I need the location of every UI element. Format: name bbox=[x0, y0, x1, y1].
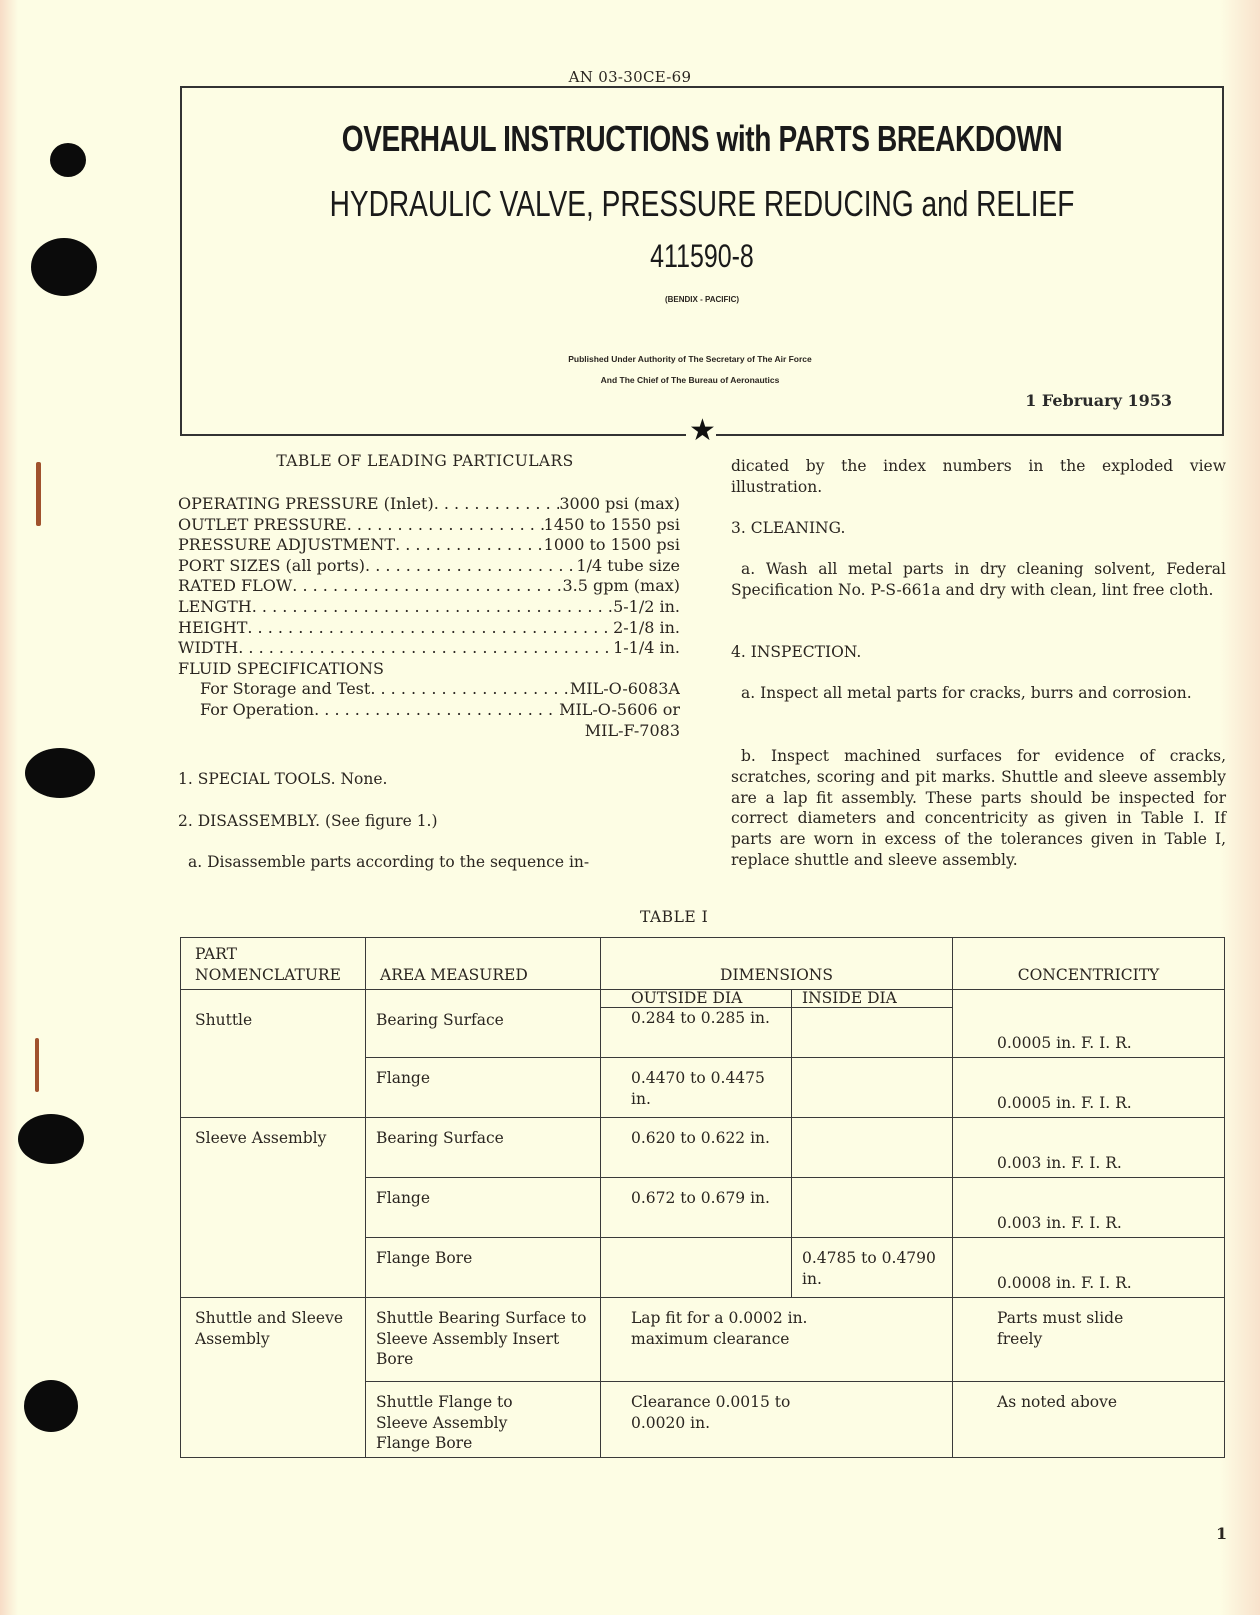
section-cleaning: 3. CLEANING. bbox=[731, 519, 846, 537]
document-number: AN 03-30CE-69 bbox=[0, 68, 1260, 86]
particular-continuation: MIL-F-7083 bbox=[584, 720, 680, 740]
publication-date: 1 February 1953 bbox=[1025, 391, 1172, 410]
section-special-tools: 1. SPECIAL TOOLS. None. bbox=[178, 770, 388, 788]
cell-area: Bearing Surface bbox=[366, 1118, 601, 1178]
particular-row: PRESSURE ADJUSTMENT . . . 1000 to 1500 psi bbox=[178, 535, 680, 556]
rust-stain bbox=[35, 1038, 39, 1092]
cell-area: Flange Bore bbox=[366, 1238, 601, 1298]
cell-outside-dia: 0.4470 to 0.4475 in. bbox=[601, 1058, 792, 1118]
leading-particulars-title: TABLE OF LEADING PARTICULARS bbox=[276, 452, 574, 470]
cell-area: Flange bbox=[366, 1058, 601, 1118]
cell-concentricity: 0.0008 in. F. I. R. bbox=[953, 1238, 1225, 1298]
document-subtitle: HYDRAULIC VALVE, PRESSURE REDUCING and RELIEF bbox=[329, 183, 1075, 224]
particular-row: WIDTH . . . 1-1/4 in. bbox=[178, 638, 680, 659]
binder-hole bbox=[50, 143, 86, 177]
manufacturer: (BENDIX - PACIFIC) bbox=[664, 295, 740, 304]
cell-dimensions: Clearance 0.0015 to 0.0020 in. bbox=[601, 1382, 953, 1458]
binder-hole bbox=[31, 238, 97, 296]
cell-inside-dia bbox=[792, 1178, 953, 1238]
disassembly-step-a: a. Disassemble parts according to the sequence in- bbox=[188, 853, 590, 871]
page-number: 1 bbox=[1216, 1524, 1228, 1543]
cell-dimensions: Lap fit for a 0.0002 in. maximum clearance bbox=[601, 1298, 953, 1382]
cell-inside-dia bbox=[792, 1118, 953, 1178]
particular-row: HEIGHT . . . 2-1/8 in. bbox=[178, 618, 680, 639]
title-box-rule-right bbox=[716, 434, 1224, 436]
particular-row: PORT SIZES (all ports) . . . 1/4 tube size bbox=[178, 556, 680, 577]
cell-part: Shuttle bbox=[181, 990, 366, 1118]
cell-outside-dia: 0.620 to 0.622 in. bbox=[601, 1118, 792, 1178]
binder-hole bbox=[25, 748, 95, 798]
section-disassembly: 2. DISASSEMBLY. (See figure 1.) bbox=[178, 812, 438, 830]
table-row bbox=[181, 1298, 1225, 1382]
subheader-outside-dia: OUTSIDE DIA bbox=[601, 990, 792, 1008]
cell-outside-dia: 0.672 to 0.679 in. bbox=[601, 1178, 792, 1238]
leading-particulars-list bbox=[178, 494, 680, 741]
section-inspection: 4. INSPECTION. bbox=[731, 643, 862, 661]
particular-row: For Operation . . . MIL-O-5606 or bbox=[178, 700, 680, 721]
cell-part: Shuttle and Sleeve Assembly bbox=[181, 1298, 366, 1458]
cell-outside-dia bbox=[601, 1238, 792, 1298]
header-part-nomenclature: PART NOMENCLATURE bbox=[181, 938, 366, 990]
disassembly-step-a-continued: dicated by the index numbers in the exploded view illustration. bbox=[731, 457, 1226, 496]
table-dimensions bbox=[180, 937, 1225, 1458]
cell-area: Bearing Surface bbox=[366, 990, 601, 1058]
page-edge-right bbox=[1220, 0, 1260, 1615]
header-area-measured: AREA MEASURED bbox=[366, 938, 601, 990]
fluid-spec-heading: FLUID SPECIFICATIONS bbox=[178, 658, 384, 678]
inspection-step-b: b. Inspect machined surfaces for evidence of cracks, scratches, scoring and pit marks. Shuttle and sleeve assembly are a lap fit assembly. These parts should be inspected for correct diameters and concentricity as given in Table I. If parts are worn in excess of the tolerances given in Table I, replace shuttle and sleeve assembly. bbox=[731, 747, 1226, 869]
cell-concentricity: Parts must slide freely bbox=[953, 1298, 1225, 1382]
cell-concentricity: 0.003 in. F. I. R. bbox=[953, 1118, 1225, 1178]
cell-inside-dia: 0.4785 to 0.4790 in. bbox=[792, 1238, 953, 1298]
cell-area: Flange bbox=[366, 1178, 601, 1238]
cell-area: Shuttle Flange to Sleeve Assembly Flange Bore bbox=[366, 1382, 601, 1458]
header-concentricity: CONCENTRICITY bbox=[953, 938, 1225, 990]
cell-concentricity: 0.0005 in. F. I. R. bbox=[953, 990, 1225, 1058]
particular-row: OPERATING PRESSURE (Inlet) . . . 3000 psi (max) bbox=[178, 494, 680, 515]
table-row bbox=[181, 1118, 1225, 1178]
cell-area: Shuttle Bearing Surface to Sleeve Assembly Insert Bore bbox=[366, 1298, 601, 1382]
cell-inside-dia bbox=[792, 1058, 953, 1118]
header-dimensions: DIMENSIONS bbox=[601, 938, 953, 990]
table-caption: TABLE I bbox=[640, 908, 709, 926]
cleaning-step-a: a. Wash all metal parts in dry cleaning solvent, Federal Specification No. P-S-661a and dry with clean, lint free cloth. bbox=[731, 560, 1226, 599]
page-edge-left bbox=[0, 0, 18, 1615]
part-number: 411590-8 bbox=[650, 238, 754, 274]
cell-concentricity: As noted above bbox=[953, 1382, 1225, 1458]
particular-row: LENGTH . . . 5-1/2 in. bbox=[178, 597, 680, 618]
cell-outside-dia: 0.284 to 0.285 in. bbox=[601, 1008, 792, 1058]
inspection-step-a: a. Inspect all metal parts for cracks, burrs and corrosion. bbox=[741, 684, 1192, 702]
cell-concentricity: 0.0005 in. F. I. R. bbox=[953, 1058, 1225, 1118]
subheader-inside-dia: INSIDE DIA bbox=[792, 990, 953, 1008]
table-header-row bbox=[181, 938, 1225, 990]
rust-stain bbox=[36, 462, 41, 526]
cell-inside-dia bbox=[792, 1008, 953, 1058]
title-box-rule-left bbox=[180, 434, 686, 436]
cell-concentricity: 0.003 in. F. I. R. bbox=[953, 1178, 1225, 1238]
particular-row: OUTLET PRESSURE . . . 1450 to 1550 psi bbox=[178, 515, 680, 536]
binder-hole bbox=[18, 1114, 84, 1164]
binder-hole bbox=[24, 1380, 78, 1432]
authority-line-2: And The Chief of The Bureau of Aeronautics bbox=[600, 375, 780, 385]
table-subheader-row bbox=[181, 990, 1225, 1008]
particular-row: RATED FLOW . . . 3.5 gpm (max) bbox=[178, 576, 680, 597]
document-title: OVERHAUL INSTRUCTIONS with PARTS BREAKDOWN bbox=[341, 118, 1063, 159]
cell-part: Sleeve Assembly bbox=[181, 1118, 366, 1298]
authority-line-1: Published Under Authority of The Secretary of The Air Force bbox=[568, 354, 812, 364]
star-icon: ★ bbox=[689, 413, 716, 448]
particular-row: For Storage and Test . . . MIL-O-6083A bbox=[178, 679, 680, 700]
